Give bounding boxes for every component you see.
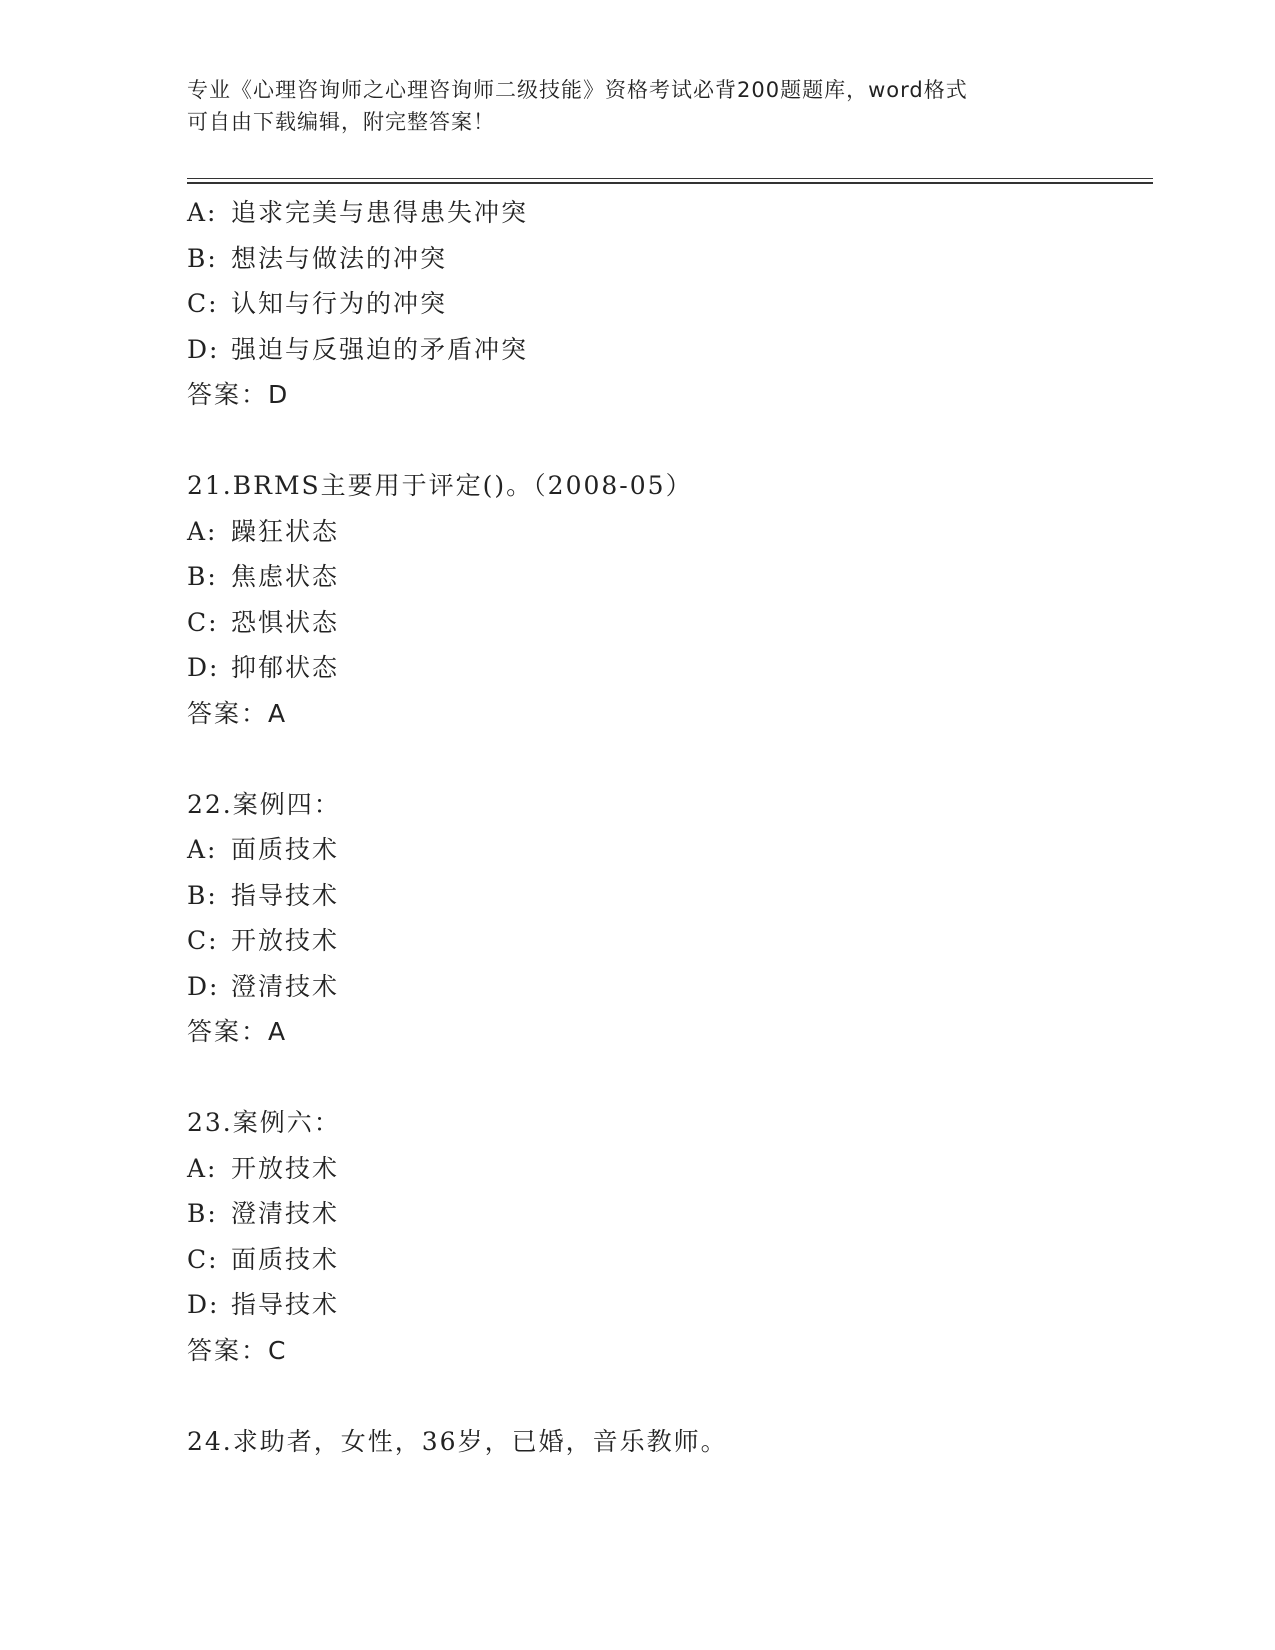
answer-line: 答案：A <box>187 1017 288 1046</box>
option-b <box>187 873 1137 919</box>
option-letter: D: <box>187 334 220 364</box>
option-text: 焦虑状态 <box>231 562 340 591</box>
option-text: 指导技术 <box>231 1290 340 1319</box>
question-block <box>187 1419 1137 1465</box>
block-spacer <box>187 736 1137 782</box>
block-spacer <box>187 1373 1137 1419</box>
question-list <box>187 190 1137 1464</box>
header-divider-thick <box>187 182 1153 184</box>
option-letter: C: <box>187 607 219 637</box>
option-letter: B: <box>187 880 218 910</box>
question-text: 24.求助者，女性，36岁，已婚，音乐教师。 <box>187 1426 728 1456</box>
option-letter: D: <box>187 653 220 682</box>
option-d <box>187 645 1137 691</box>
option-letter: A: <box>187 835 218 864</box>
option-letter: B: <box>187 1199 218 1228</box>
option-d <box>187 964 1137 1010</box>
option-b <box>187 236 1137 282</box>
answer-line: 答案：D <box>187 380 290 409</box>
question-block <box>187 782 1137 1055</box>
question-text: 21.BRMS主要用于评定()。（2008-05） <box>187 471 693 500</box>
option-c <box>187 918 1137 964</box>
header-line-1: 专业《心理咨询师之心理咨询师二级技能》资格考试必背200题题库，word格式 <box>187 78 968 102</box>
answer-line: 答案：A <box>187 698 288 728</box>
option-letter: A: <box>187 516 218 546</box>
option-b <box>187 554 1137 600</box>
option-d <box>187 1282 1137 1328</box>
option-text: 恐惧状态 <box>231 607 340 637</box>
option-a <box>187 1146 1137 1192</box>
option-text: 想法与做法的冲突 <box>231 243 448 273</box>
option-text: 躁狂状态 <box>231 516 340 546</box>
option-c <box>187 281 1137 327</box>
option-text: 追求完美与患得患失冲突 <box>231 198 529 227</box>
option-text: 面质技术 <box>231 835 340 864</box>
option-a <box>187 827 1137 873</box>
option-letter: C: <box>187 926 219 955</box>
option-a <box>187 190 1137 236</box>
option-letter: B: <box>187 243 218 273</box>
option-text: 指导技术 <box>231 880 340 910</box>
answer-line: 答案：C <box>187 1335 288 1365</box>
option-letter: C: <box>187 289 219 318</box>
option-c <box>187 600 1137 646</box>
option-letter: A: <box>187 1153 218 1183</box>
header-divider-thin <box>187 178 1153 179</box>
question-text: 23.案例六： <box>187 1108 341 1137</box>
header-line-2: 可自由下载编辑，附完整答案！ <box>187 110 495 134</box>
option-text: 开放技术 <box>231 1153 340 1183</box>
option-text: 认知与行为的冲突 <box>231 289 448 318</box>
option-a <box>187 509 1137 555</box>
option-letter: B: <box>187 562 218 591</box>
block-spacer <box>187 1055 1137 1101</box>
question-text: 22.案例四： <box>187 789 341 819</box>
option-letter: A: <box>187 198 218 227</box>
option-text: 强迫与反强迫的矛盾冲突 <box>231 334 529 364</box>
option-d <box>187 327 1137 373</box>
document-header <box>187 74 1067 138</box>
option-text: 澄清技术 <box>231 971 340 1001</box>
option-letter: D: <box>187 971 220 1001</box>
block-spacer <box>187 418 1137 464</box>
option-c <box>187 1237 1137 1283</box>
question-block <box>187 1100 1137 1373</box>
option-b <box>187 1191 1137 1237</box>
option-letter: D: <box>187 1290 220 1319</box>
option-text: 开放技术 <box>231 926 340 955</box>
option-letter: C: <box>187 1244 219 1274</box>
question-block <box>187 190 1137 418</box>
option-text: 抑郁状态 <box>231 653 340 682</box>
question-block <box>187 463 1137 736</box>
option-text: 面质技术 <box>231 1244 340 1274</box>
option-text: 澄清技术 <box>231 1199 340 1228</box>
